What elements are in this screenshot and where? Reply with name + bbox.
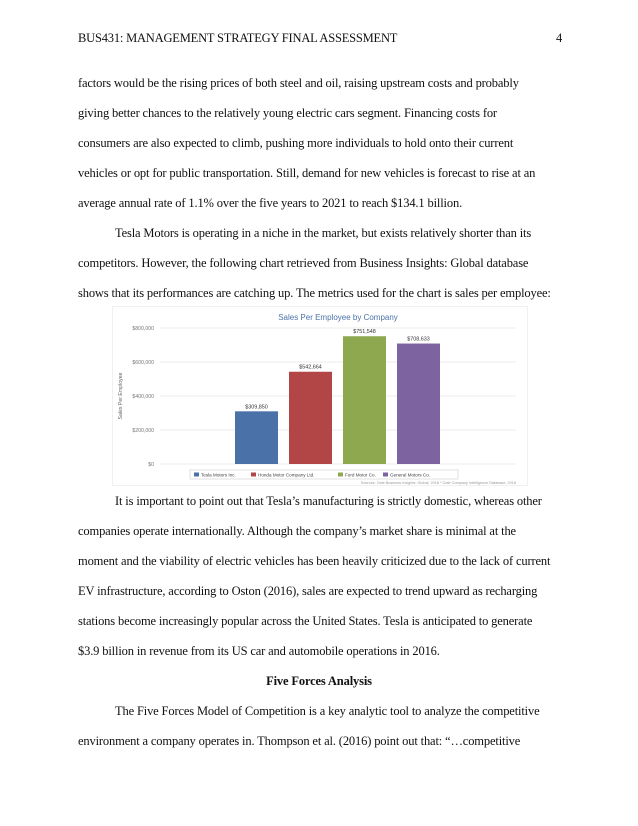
bar-1 — [235, 411, 278, 464]
bar-value-label: $309,850 — [245, 404, 268, 411]
legend-swatch — [338, 473, 343, 477]
chart-title: Sales Per Employee by Company — [278, 313, 398, 322]
body-line: average annual rate of 1.1% over the five years to 2021 to reach $134.1 billion. — [78, 196, 463, 210]
section-heading: Five Forces Analysis — [266, 674, 372, 688]
bar-value-label: $751,548 — [353, 329, 376, 336]
legend-label: Tesla Motors Inc. — [201, 472, 236, 478]
body-line: companies operate internationally. Although the company’s market share is minimal at the — [78, 524, 516, 538]
body-line: It is important to point out that Tesla’s manufacturing is strictly domestic, whereas other — [115, 494, 542, 508]
legend-label: Honda Motor Company Ltd. — [258, 472, 315, 478]
body-line: shows that its performances are catching up. The metrics used for the chart is sales per employee: — [78, 286, 551, 300]
chart-source: Sources: Gale Business Insights: Global, 2018 * Gale Company Intelligence Database, 2018 — [360, 481, 516, 485]
bar-3 — [343, 336, 386, 464]
body-line: stations become increasingly popular across the United States. Tesla is anticipated to generate — [78, 614, 533, 628]
bar-2 — [289, 372, 332, 464]
legend-label: Ford Motor Co. — [345, 472, 376, 478]
body-line: moment and the viability of electric vehicles has been heavily criticized due to the lack of current — [78, 554, 551, 568]
legend-swatch — [194, 473, 199, 477]
body-line: factors would be the rising prices of both steel and oil, raising upstream costs and probably — [78, 76, 519, 90]
bar-value-label: $542,664 — [299, 364, 322, 371]
y-tick-label: $600,000 — [132, 360, 154, 366]
body-line: $3.9 billion in revenue from its US car and automobile operations in 2016. — [78, 644, 440, 658]
body-line: The Five Forces Model of Competition is a key analytic tool to analyze the competitive — [115, 704, 540, 718]
bar-4 — [397, 344, 440, 464]
body-line: environment a company operates in. Thompson et al. (2016) point out that: “…competitive — [78, 734, 521, 748]
chart-svg — [112, 306, 528, 486]
bar-value-label: $708,633 — [407, 336, 430, 343]
legend-swatch — [251, 473, 256, 477]
body-line: vehicles or opt for public transportation. Still, demand for new vehicles is forecast to rise at an — [78, 166, 536, 180]
legend-label: General Motors Co. — [390, 472, 431, 478]
y-tick-label: $800,000 — [132, 326, 154, 332]
y-tick-label: $400,000 — [132, 394, 154, 400]
running-header: BUS431: MANAGEMENT STRATEGY FINAL ASSESSMENT — [78, 31, 398, 45]
body-line: competitors. However, the following chart retrieved from Business Insights: Global database — [78, 256, 529, 270]
y-tick-label: $200,000 — [132, 428, 154, 434]
legend-swatch — [383, 473, 388, 477]
y-axis-label: Sales Per Employee — [118, 372, 124, 420]
body-line: Tesla Motors is operating in a niche in the market, but exists relatively shorter than its — [115, 226, 532, 240]
y-tick-label: $0 — [148, 462, 154, 468]
body-line: EV infrastructure, according to Oston (2016), sales are expected to trend upward as recharging — [78, 584, 538, 598]
body-line: giving better chances to the relatively young electric cars segment. Financing costs for — [78, 106, 497, 120]
body-line: consumers are also expected to climb, pushing more individuals to hold onto their current — [78, 136, 514, 150]
sales-per-employee-chart — [112, 306, 528, 486]
page-number: 4 — [556, 31, 563, 45]
